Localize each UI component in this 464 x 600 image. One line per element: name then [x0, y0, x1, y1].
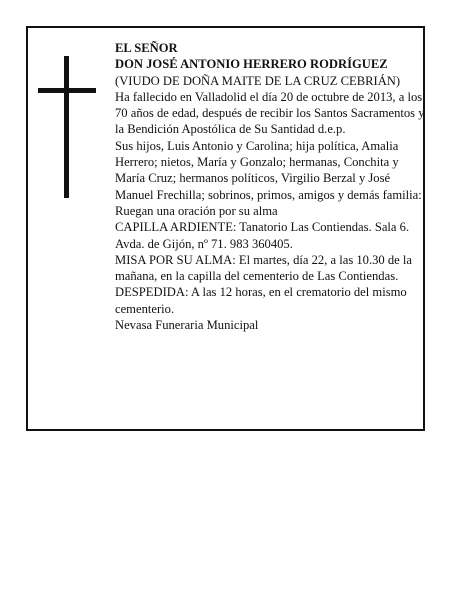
- cross-icon: [38, 56, 96, 198]
- family-list: Sus hijos, Luis Antonio y Carolina; hija política, Amalia Herrero; nietos, María y Gonzalo; hermanas, Conchita y María Cruz; hermanos políticos, Virgilio Berzal y José Manuel Frechilla; sobrinos, primos, amigos y demás familia:: [115, 138, 422, 202]
- funeral-home: Nevasa Funeraria Municipal: [115, 318, 259, 333]
- prayer-request: Ruegan una oración por su alma: [115, 203, 278, 218]
- deceased-name: DON JOSÉ ANTONIO HERRERO RODRÍGUEZ: [115, 57, 388, 72]
- chapel-info: CAPILLA ARDIENTE: Tanatorio Las Contiendas. Sala 6. Avda. de Gijón, nº 71. 983 360405.: [115, 220, 410, 251]
- obituary-notice: [26, 26, 425, 431]
- death-announcement: Ha fallecido en Valladolid el día 20 de octubre de 2013, a los 70 años de edad, después de recibir los Santos Sacramentos y la Bendición Apostólica de Su Santidad d.e.p.: [115, 89, 425, 137]
- notice-text: [115, 40, 425, 333]
- cross-horizontal-bar: [38, 88, 96, 93]
- notice-heading: EL SEÑOR: [115, 41, 178, 55]
- mass-info: MISA POR SU ALMA: El martes, día 22, a las 10.30 de la mañana, en la capilla del cementerio de Las Contiendas.: [115, 252, 412, 284]
- farewell-info: DESPEDIDA: A las 12 horas, en el crematorio del mismo cementerio.: [115, 285, 407, 316]
- widower-of: (VIUDO DE DOÑA MAITE DE LA CRUZ CEBRIÁN): [115, 73, 401, 88]
- cross-vertical-bar: [64, 56, 69, 198]
